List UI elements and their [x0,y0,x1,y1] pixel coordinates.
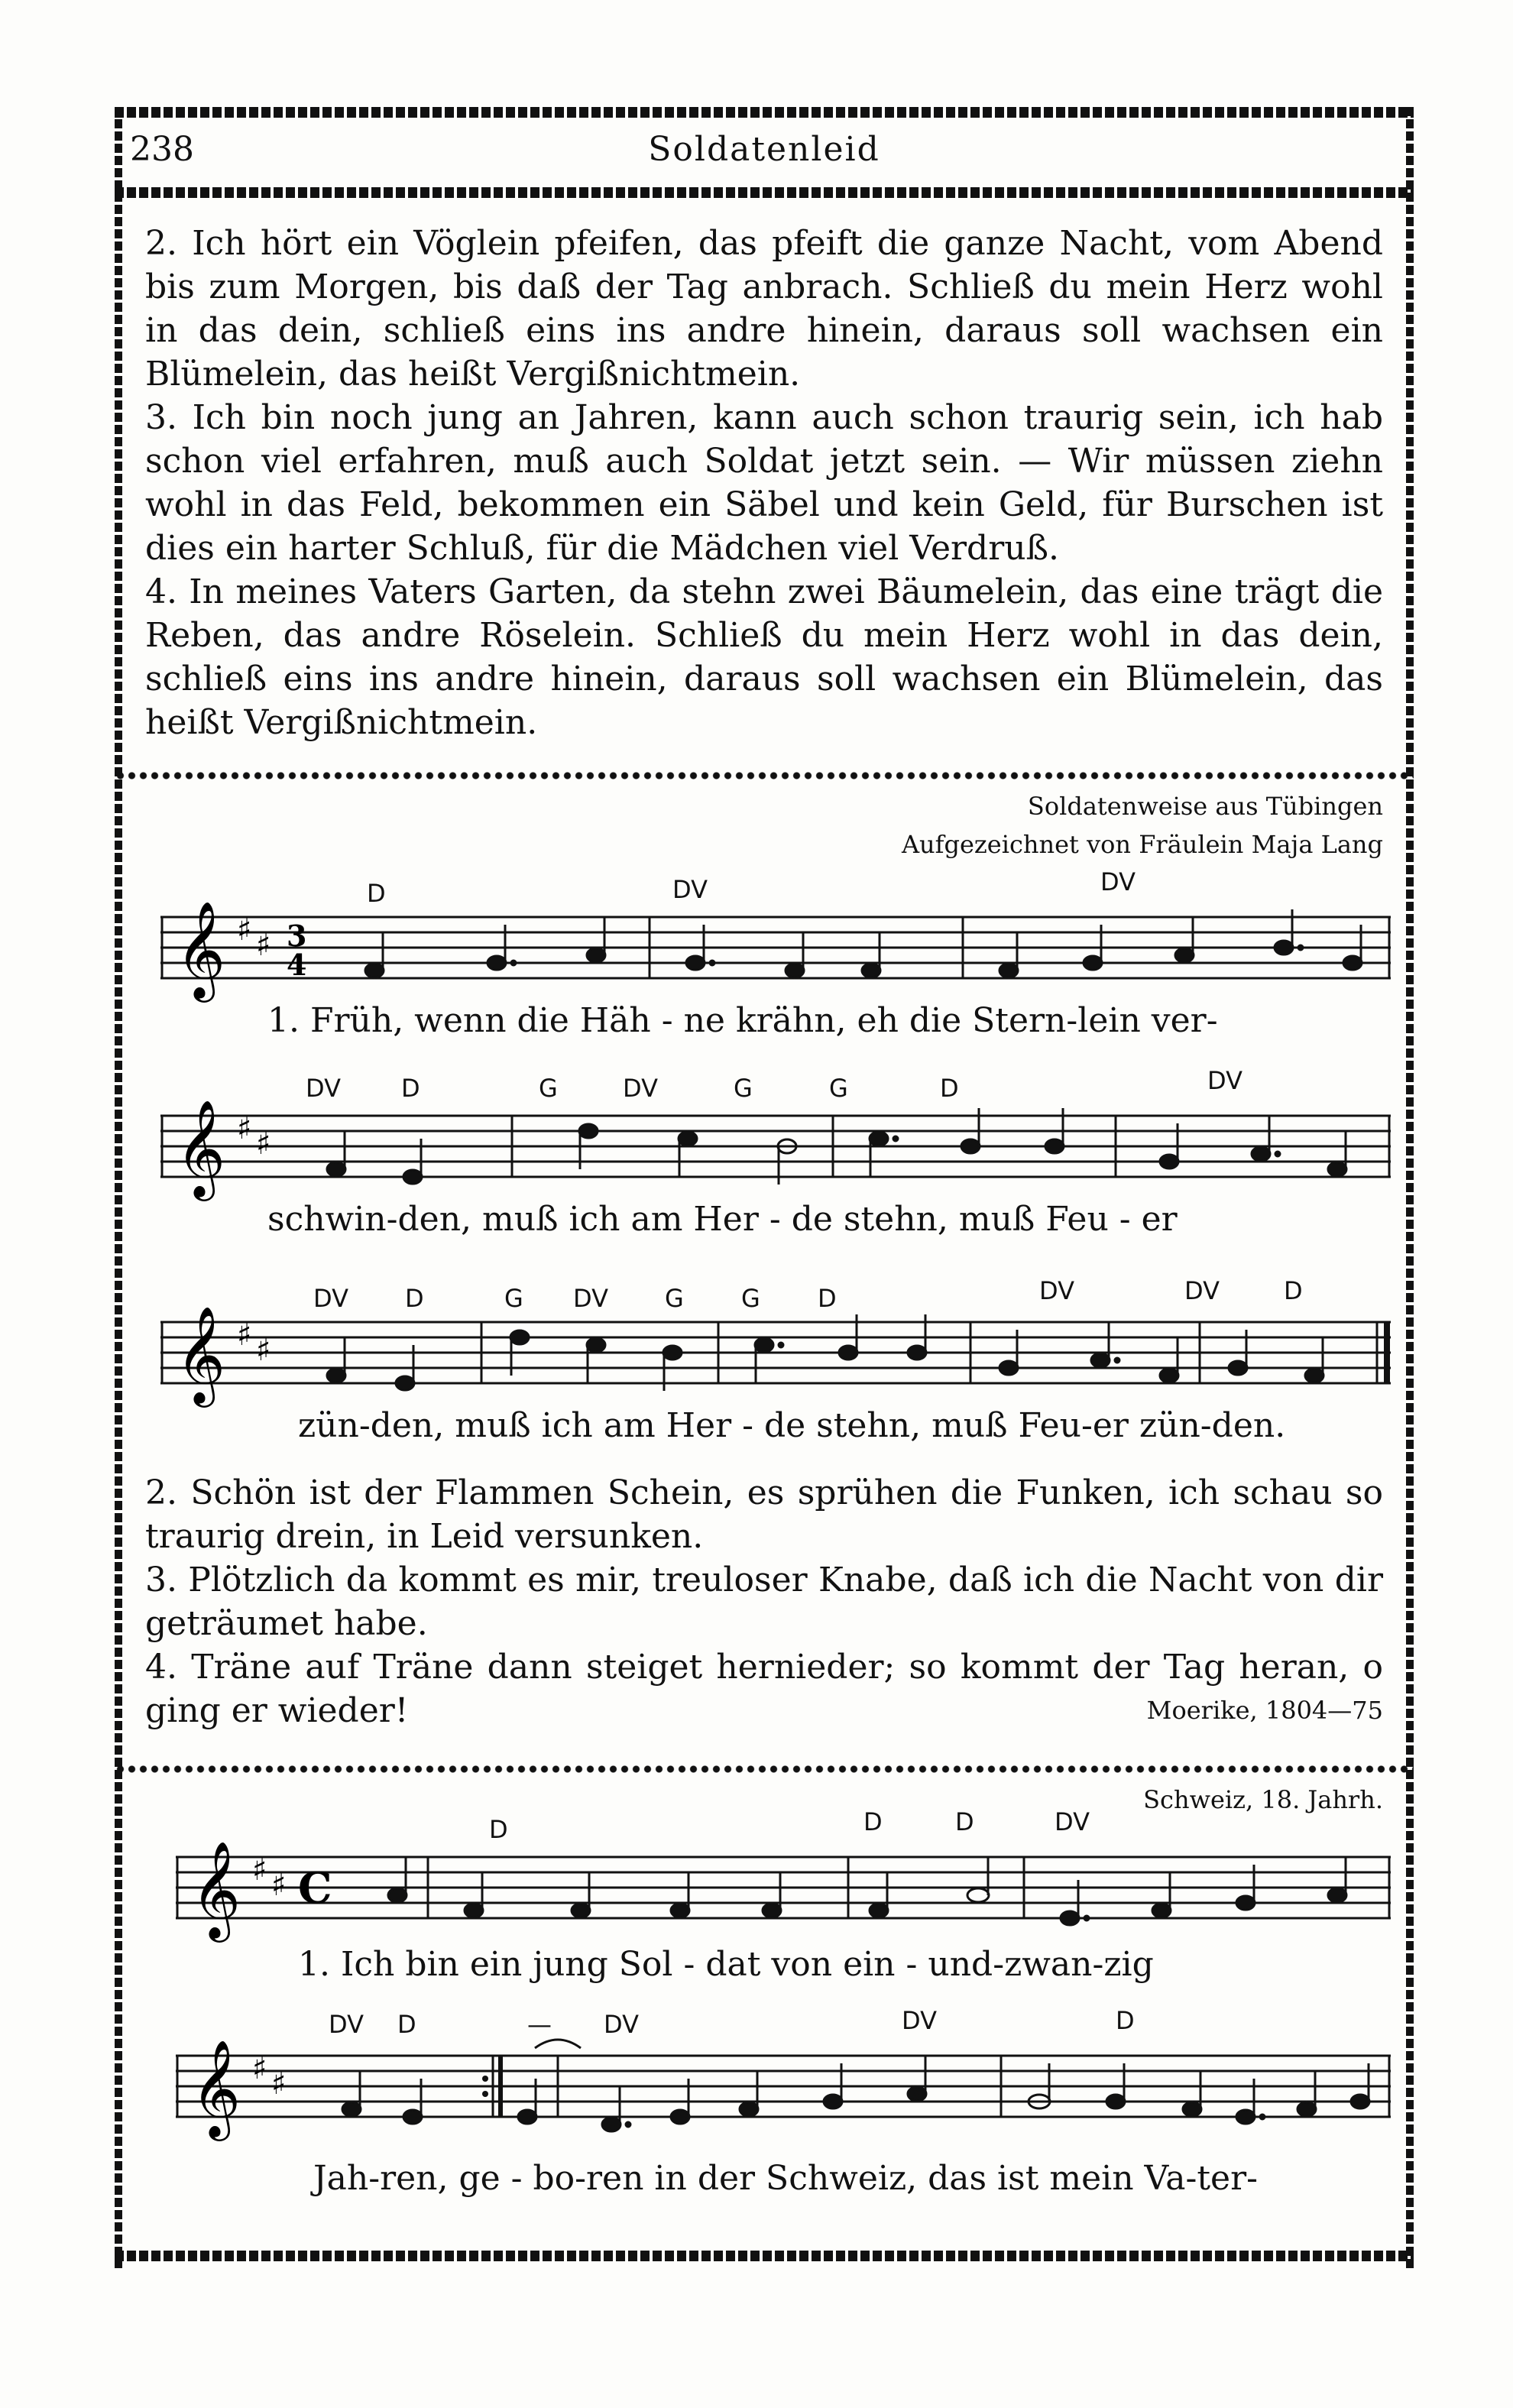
chord: DV [1100,867,1136,896]
svg-text:𝄞: 𝄞 [176,1099,226,1197]
verse [145,1645,1383,1732]
svg-text:𝄞: 𝄞 [191,2039,241,2137]
chord: DV [1039,1276,1074,1305]
section-divider [115,772,1414,779]
song2-verses [145,1471,1383,1732]
svg-text:3: 3 [287,919,307,953]
chord: D [367,879,386,908]
left-border [115,107,122,2270]
chord: DV [672,875,708,904]
svg-text:♯: ♯ [256,928,271,963]
svg-text:♯: ♯ [271,1868,287,1903]
chord: D [863,1807,883,1836]
author-credit: Moerike, 1804—75 [1146,1696,1383,1725]
svg-text:♯: ♯ [237,1111,252,1146]
staff-system-2 [160,1099,1391,1197]
source-line: Soldatenweise aus Tübingen [1027,792,1383,821]
page-header [130,130,1398,176]
chord: D [401,1074,420,1103]
chord: DV [573,1284,608,1313]
lyrics-line: 1. Ich bin ein jung Sol - dat von ein - und-zwan-zig [298,1945,1154,1984]
header-rule [115,187,1414,198]
song2-source [902,787,1383,864]
chord: D [405,1284,424,1313]
svg-text:♯: ♯ [256,1333,271,1368]
chord: G [539,1074,558,1103]
svg-text:♯: ♯ [237,1317,252,1353]
verse: 3. Plötzlich da kommt es mir, treuloser Knabe, daß ich die Nacht von dir geträumet habe. [145,1561,1383,1643]
section-divider [115,1765,1414,1773]
chord: D [397,2010,416,2039]
staff-system-1 [160,900,1391,998]
svg-text:𝄞: 𝄞 [176,900,226,998]
chord: DV [329,2010,364,2039]
bottom-border [115,2251,1414,2261]
running-title: Soldatenleid [648,130,880,169]
chord: G [665,1284,684,1313]
chord: — [527,2010,552,2039]
svg-text:♯: ♯ [271,2066,287,2102]
chord: D [489,1815,508,1844]
lyrics-line: Jah-ren, ge - bo-ren in der Schweiz, das ist mein Va-ter- [313,2159,1258,2198]
page-number: 238 [130,130,194,169]
lyrics-line: zün-den, muß ich am Her - de stehn, muß Feu-er zün-den. [298,1406,1286,1445]
upper-verses [145,222,1383,744]
chord: DV [1184,1276,1220,1305]
lyrics-line: schwin-den, muß ich am Her - de stehn, muß Feu - er [267,1200,1178,1239]
svg-text:𝄞: 𝄞 [176,1305,226,1403]
verse: 2. Ich hört ein Vöglein pfeifen, das pfeift die ganze Nacht, vom Abend bis zum Morgen, bis daß der Tag anbrach. Schließ du mein Herz wohl in das dein, schließ eins ins andre hinein, daraus soll wachsen ein Blümelein, das heißt Vergißnichtmein. [145,224,1383,394]
staff-system-3 [160,1305,1391,1403]
chord: DV [1055,1807,1090,1836]
chord: DV [313,1284,348,1313]
chord: D [1284,1276,1303,1305]
svg-text:♯: ♯ [256,1126,271,1162]
chord: D [1116,2006,1135,2035]
chord: D [818,1284,837,1313]
chord: D [940,1074,959,1103]
chord: G [734,1074,753,1103]
page [115,107,1414,2270]
chord: DV [1207,1066,1242,1095]
svg-text:4: 4 [287,948,307,982]
top-border [115,107,1414,118]
svg-text:♯: ♯ [252,2051,267,2086]
chord: G [741,1284,760,1313]
verse: 2. Schön ist der Flammen Schein, es sprühen die Funken, ich schau so traurig drein, in Leid versunken. [145,1473,1383,1556]
svg-text:♯: ♯ [252,1852,267,1888]
verse: 4. In meines Vaters Garten, da stehn zwei Bäumelein, das eine trägt die Reben, das andre Röselein. Schließ du mein Herz wohl in das dein, schließ eins ins andre hinein, daraus soll wachsen ein Blümelein, das heißt Vergißnichtmein. [145,572,1383,742]
chord: G [829,1074,848,1103]
right-border [1406,107,1414,2270]
svg-text:C: C [298,1863,332,1914]
chord: DV [623,1074,658,1103]
chord: DV [902,2006,937,2035]
staff-system-5 [176,2039,1391,2137]
chord: DV [306,1074,341,1103]
svg-text:♯: ♯ [237,912,252,948]
staff-system-4 [176,1840,1391,1938]
chord: DV [604,2010,639,2039]
song3-source: Schweiz, 18. Jahrh. [1143,1785,1383,1814]
chord: D [955,1807,974,1836]
lyrics-line: 1. Früh, wenn die Häh - ne krähn, eh die Stern-lein ver- [267,1001,1218,1040]
source-line: Aufgezeichnet von Fräulein Maja Lang [901,830,1383,859]
chord: G [504,1284,523,1313]
svg-text:𝄞: 𝄞 [191,1840,241,1938]
verse-text: 4. Träne auf Träne dann steiget hernieder; so kommt der Tag heran, o ging er wieder! [145,1648,1383,1730]
verse: 3. Ich bin noch jung an Jahren, kann auch schon traurig sein, ich hab schon viel erfahren, muß auch Soldat jetzt sein. — Wir müssen ziehn wohl in das Feld, bekommen ein Säbel und kein Geld, für Burschen ist dies ein harter Schluß, für die Mädchen viel Verdruß. [145,398,1383,568]
